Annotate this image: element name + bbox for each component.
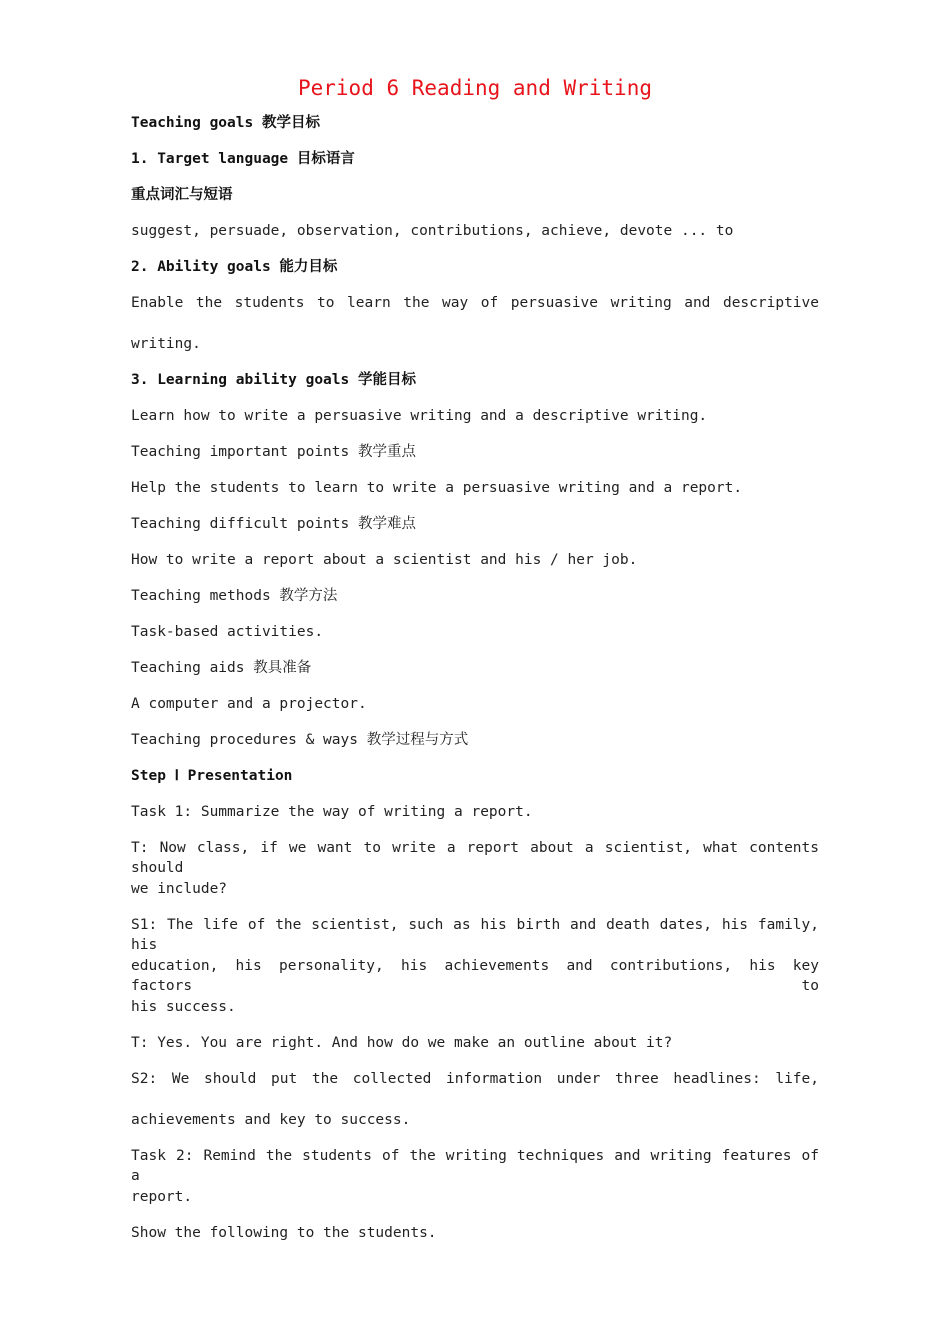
label-teaching-procedures: Teaching procedures & ways 教学过程与方式 xyxy=(131,732,469,748)
dialogue-line: we include? xyxy=(131,881,228,897)
dialogue-line: achievements and key to success. xyxy=(131,1112,411,1128)
heading-learning-ability-goals: 3. Learning ability goals 学能目标 xyxy=(131,372,416,388)
paragraph-line: Help the students to learn to write a persuasive writing and a report. xyxy=(131,480,743,496)
heading-ability-goals: 2. Ability goals 能力目标 xyxy=(131,259,338,275)
dialogue-line: his success. xyxy=(131,999,236,1015)
paragraph-line: How to write a report about a scientist and his / her job. xyxy=(131,552,638,568)
heading-target-language: 1. Target language 目标语言 xyxy=(131,151,355,167)
dialogue-line: S1: The life of the scientist, such as his birth and death dates, his family, his xyxy=(131,917,819,953)
dialogue-line: T: Now class, if we want to write a report about a scientist, what contents should xyxy=(131,840,819,876)
label-difficult-points: Teaching difficult points 教学难点 xyxy=(131,516,416,532)
task-line: Task 2: Remind the students of the writing techniques and writing features of a xyxy=(131,1148,819,1184)
dialogue-line: S2: We should put the collected information under three headlines: life, xyxy=(131,1071,819,1087)
paragraph-line: writing. xyxy=(131,336,201,352)
heading-key-vocabulary: 重点词汇与短语 xyxy=(131,187,233,203)
vocabulary-list: suggest, persuade, observation, contributions, achieve, devote ... to xyxy=(131,223,734,239)
task-line: Task 1: Summarize the way of writing a report. xyxy=(131,804,533,820)
paragraph-line: Task-based activities. xyxy=(131,624,324,640)
paragraph-line: A computer and a projector. xyxy=(131,696,367,712)
task-line: report. xyxy=(131,1189,193,1205)
heading-teaching-goals: Teaching goals 教学目标 xyxy=(131,115,320,131)
paragraph-line: Show the following to the students. xyxy=(131,1225,437,1241)
dialogue-line: education, his personality, his achievements and contributions, his key factors to xyxy=(131,958,819,994)
paragraph-line: Enable the students to learn the way of persuasive writing and descriptive xyxy=(131,295,819,311)
paragraph-line: Learn how to write a persuasive writing and a descriptive writing. xyxy=(131,408,708,424)
heading-step-presentation: Step Ⅰ Presentation xyxy=(131,768,293,784)
page-title: Period 6 Reading and Writing xyxy=(297,76,652,100)
dialogue-line: T: Yes. You are right. And how do we make an outline about it? xyxy=(131,1035,673,1051)
label-teaching-aids: Teaching aids 教具准备 xyxy=(131,660,312,676)
label-important-points: Teaching important points 教学重点 xyxy=(131,444,416,460)
label-teaching-methods: Teaching methods 教学方法 xyxy=(131,588,338,604)
